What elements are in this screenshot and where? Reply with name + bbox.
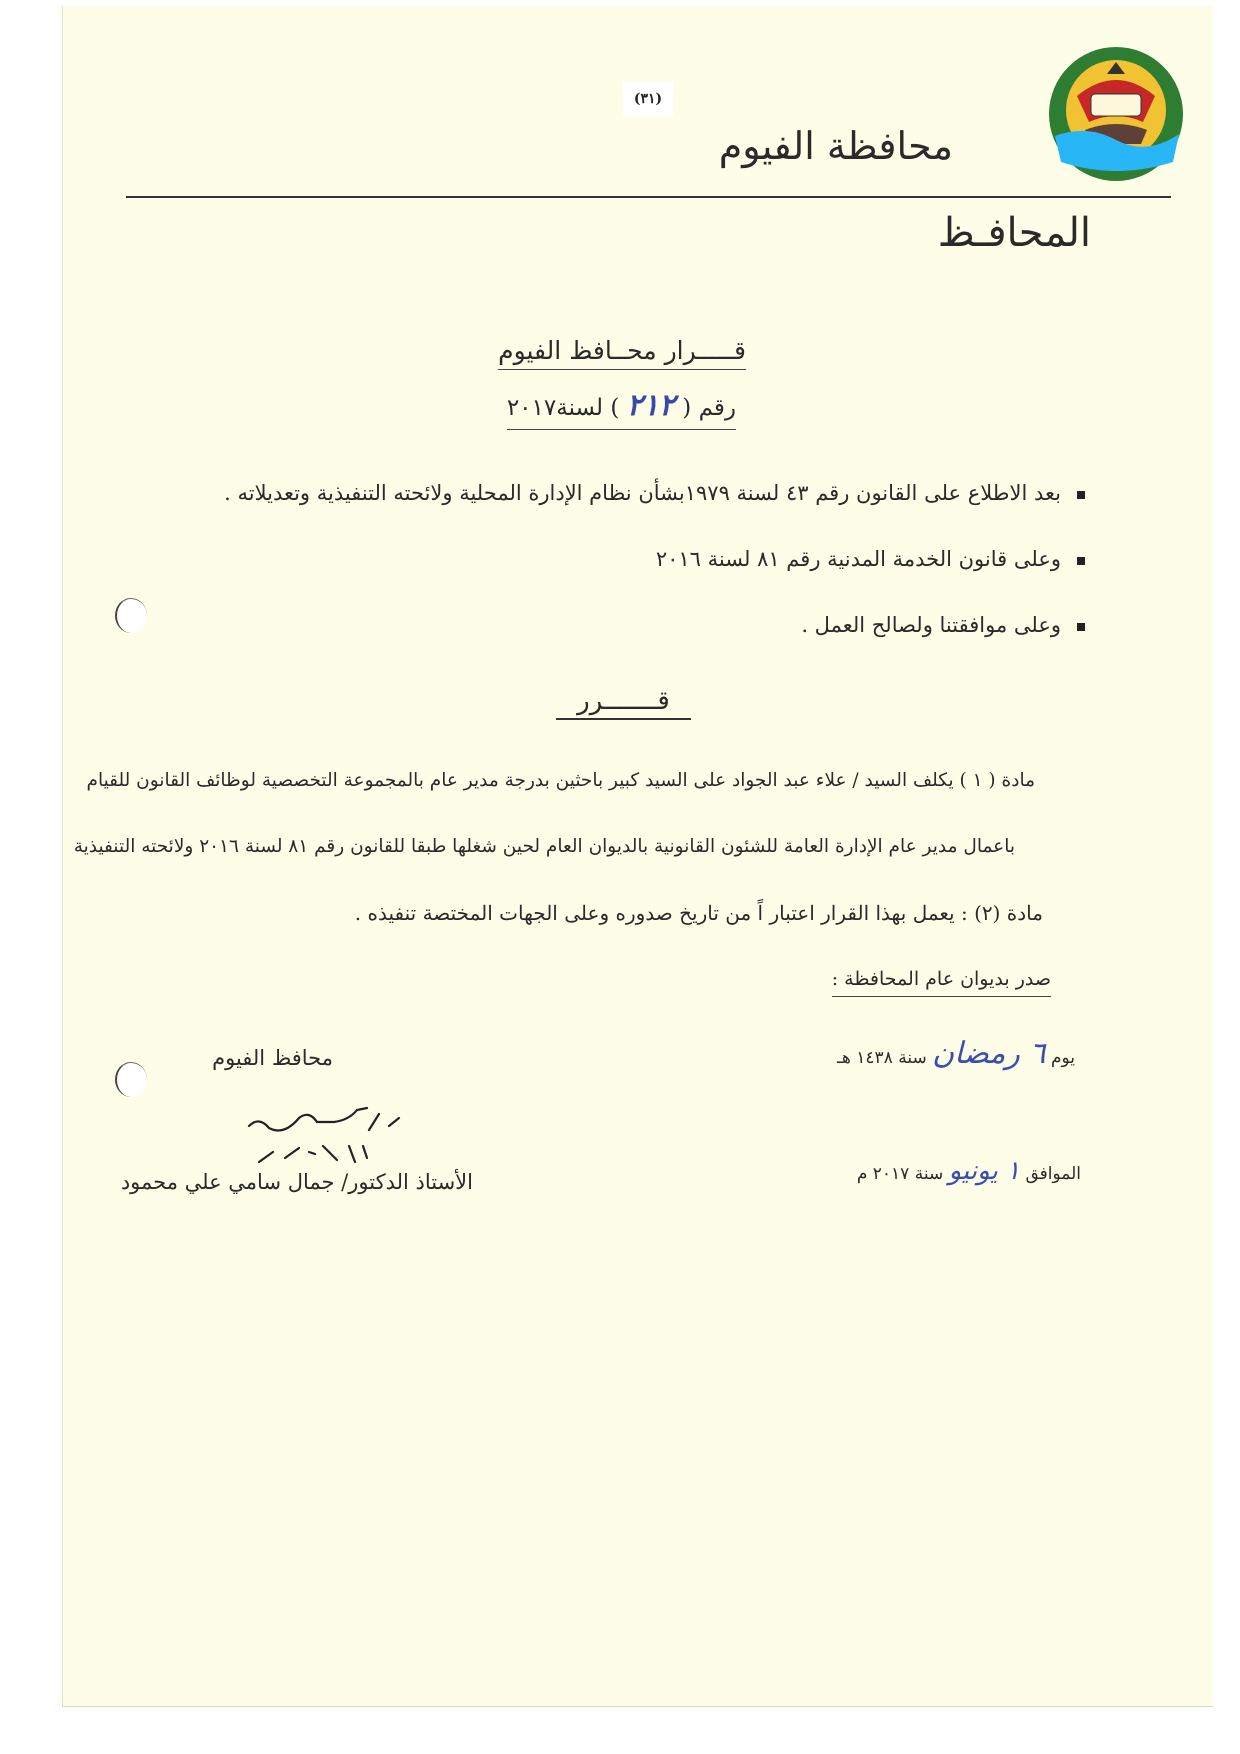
day-label: يوم	[1050, 1048, 1075, 1068]
header-divider	[126, 196, 1171, 198]
article-2: مادة (٢) : يعمل بهذا القرار اعتبار اً من تاريخ صدوره وعلى الجهات المختصة تنفيذه .	[354, 901, 1043, 925]
punch-hole	[115, 598, 147, 633]
decree-number-prefix: رقم (	[682, 395, 736, 421]
hijri-day-handwritten: ٦ رمضان	[932, 1036, 1046, 1071]
article-1-line-2: باعمال مدير عام الإدارة العامة للشئون القانونية بالديوان العام لحين شغلها طبقا للقانون رقم ٨١ لسنة ٢٠١٦ ولائحته التنفيذية	[73, 836, 1015, 857]
article-1-line-1: مادة ( ١ ) يكلف السيد / علاء عبد الجواد على السيد كبير باحثين بدرجة مدير عام بالمجموعة التخصصية لوظائف القانون للقيام	[86, 770, 1035, 791]
gregorian-day-handwritten: ١ يونيو	[948, 1156, 1021, 1186]
decree-title: قـــــرار محــافظ الفيوم	[498, 336, 746, 370]
governorate-title: محافظة الفيوم	[718, 124, 953, 168]
decree-number-suffix: ) لسنة٢٠١٧	[506, 395, 620, 421]
gregorian-date-line	[857, 1156, 1081, 1186]
gregorian-label: الموافق	[1025, 1164, 1081, 1184]
gregorian-year: سنة ٢٠١٧ م	[856, 1164, 944, 1184]
fayoum-governorate-emblem-icon	[1047, 44, 1185, 184]
office-title: المحافـظ	[937, 210, 1091, 256]
signatory-title: محافظ الفيوم	[212, 1046, 333, 1070]
hijri-year: سنة ١٤٣٨ هـ	[836, 1048, 927, 1068]
bullet-square-icon	[1077, 491, 1085, 499]
bullet-square-icon	[1077, 623, 1085, 631]
decree-number-handwritten: ٢١٢	[626, 388, 675, 423]
document-sheet	[62, 6, 1213, 1707]
preamble-item: وعلى قانون الخدمة المدنية رقم ٨١ لسنة ٢٠١٦	[656, 547, 1085, 571]
preamble-item: بعد الاطلاع على القانون رقم ٤٣ لسنة ١٩٧٩بشأن نظام الإدارة المحلية ولائحته التنفيذية وتعديلاته .	[224, 481, 1085, 505]
punch-hole	[115, 1062, 147, 1097]
signatory-name: الأستاذ الدكتور/ جمال سامي علي محمود	[120, 1170, 473, 1194]
preamble-item: وعلى موافقتنا ولصالح العمل .	[801, 613, 1085, 637]
hijri-date-line	[837, 1036, 1075, 1071]
page-number: (٣١)	[623, 82, 673, 116]
bullet-square-icon	[1077, 557, 1085, 565]
decided-heading: قـــــــرر	[556, 686, 691, 720]
handwritten-signature	[239, 1096, 419, 1176]
decree-number-line	[507, 388, 736, 430]
issued-at: صدر بديوان عام المحافظة :	[832, 968, 1051, 997]
